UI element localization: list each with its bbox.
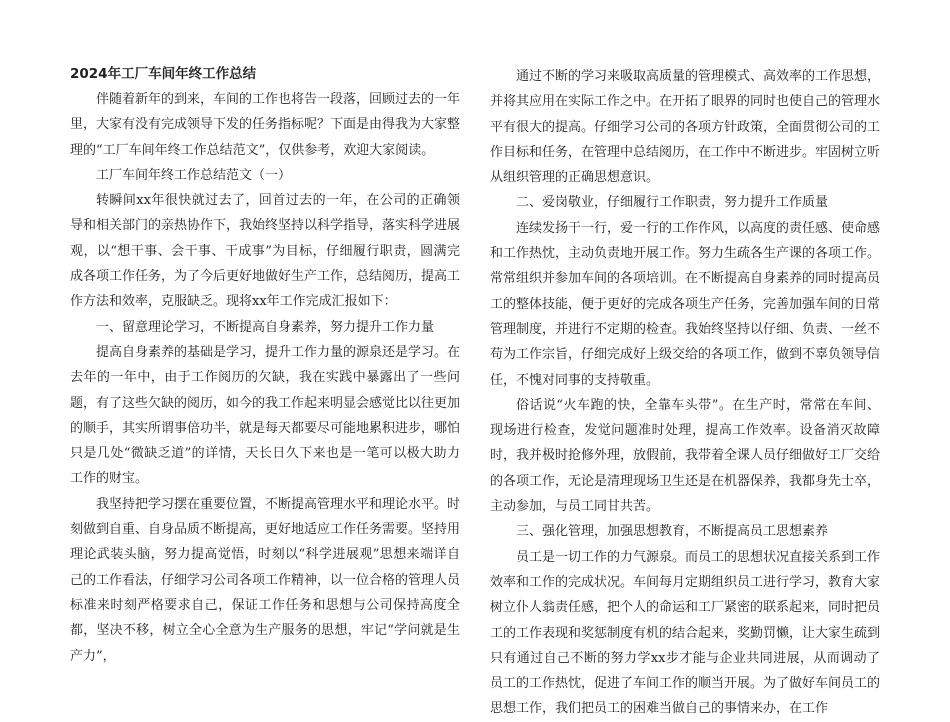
body-paragraph: 通过不断的学习来吸取高质量的管理模式、高效率的工作思想，并将其应用在实际工作之中。在开拓了眼界的同时也使自己的管理水平有很大的提高。仔细学习公司的各项方针政策，全面贯彻公司的工作目标和任务，在管理中总结阅历，在工作中不断进步。牢固树立听从组织管理的正确思想意识。 bbox=[490, 69, 881, 186]
document-title: 2024年工厂车间年终工作总结 bbox=[70, 66, 257, 82]
body-paragraph: 俗话说“火车跑的快，全靠车头带”。在生产时，常常在车间、现场进行检查，发觉问题准时处理，提高工作效率。设备消灭故障时，我并极时抢修外理，放假前，我带着全课人员仔细做好工厂交给的各项工作，无论是清理现场卫生还是在机器保养，我都身先士卒，主动参加，与员工同甘共苦。 bbox=[490, 397, 881, 515]
intro-paragraph: 伴随着新年的到来，车间的工作也将告一段落，回顾过去的一年里，大家有没有完成领导下发的任务指标呢？下面是由得我为大家整理的“工厂车间年终工作总结范文”，仅供参考，欢迎大家阅读。 bbox=[70, 92, 461, 158]
section-heading-1: 一、留意理论学习，不断提高自身素养，努力提升工作力量 bbox=[96, 319, 435, 335]
section-heading-sample-1: 工厂车间年终工作总结范文（一） bbox=[96, 167, 292, 183]
body-paragraph: 转瞬间xx年很快就过去了，回首过去的一年，在公司的正确领导和相关部门的亲热协作下，我始终坚持以科学指导，落实科学进展观，以“想干事、会干事、干成事”为目标，仔细履行职责，圆满完成各项工作任务，为了今后更好地做好生产工作，总结阅历，提高工作方法和效率，克服缺乏。现将xx年工作完成汇报如下： bbox=[70, 193, 461, 310]
right-column bbox=[490, 64, 880, 722]
body-paragraph: 连续发扬干一行，爱一行的工作作风，以高度的责任感、使命感和工作热忱，主动负责地开展工作。努力生疏各生产课的各项工作。常常组织并参加车间的各项培训。在不断提高自身素养的同时提高员工的整体技能，便于更好的完成各项生产任务，完善加强车间的日常管理制度，并进行不定期的检查。我始终坚持以仔细、负责、一丝不苟为工作宗旨，仔细完成好上级交给的各项工作，做到不辜负领导信任，不愧对同事的支持敬重。 bbox=[490, 220, 881, 388]
section-heading-3: 三、强化管理，加强思想教育，不断提高员工思想素养 bbox=[516, 524, 829, 540]
section-heading-2: 二、爱岗敬业，仔细履行工作职责，努力提升工作质量 bbox=[516, 195, 829, 211]
body-paragraph: 我坚持把学习摆在重要位置，不断提高管理水平和理论水平。时刻做到自重、自身品质不断提高，更好地适应工作任务需要。坚持用理论武装头脑，努力提高觉悟，时刻以“科学进展观”思想来端详自己的工作看法，仔细学习公司各项工作精神，以一位合格的管理人员标准来时刻严格要求自己，保证工作任务和思想与公司保持高度全都，坚决不移，树立全心全意为生产服务的思想，牢记“学问就是生产力”， bbox=[70, 496, 461, 664]
body-paragraph: 员工是一切工作的力气源泉。而员工的思想状况直接关系到工作效率和工作的完成状况。车间每月定期组织员工进行学习，教育大家树立仆人翁责任感，把个人的命运和工厂紧密的联系起来，同时把员工的工作表现和奖惩制度有机的结合起来，奖勤罚懒，让大家生疏到只有通过自己不断的努力学xx步才能与企业共同进展，从而调动了员工的工作热忱，促进了车间工作的顺当开展。为了做好车间员工的思想工作，我们把员工的困难当做自己的事情来办，在工作 bbox=[490, 549, 881, 717]
body-paragraph: 提高自身素养的基础是学习，提升工作力量的源泉还是学习。在去年的一年中，由于工作阅历的欠缺，我在实践中暴露出了一些问题，有了这些欠缺的阅历，如今的我工作起来明显会感觉比以往更加的顺手，其实所谓事倍功半，就是每天都要尽可能地累积进步，哪怕只是几处“微缺乏道”的详情，天长日久下来也是一笔可以极大助力工作的财宝。 bbox=[70, 344, 461, 487]
left-column bbox=[70, 62, 460, 669]
